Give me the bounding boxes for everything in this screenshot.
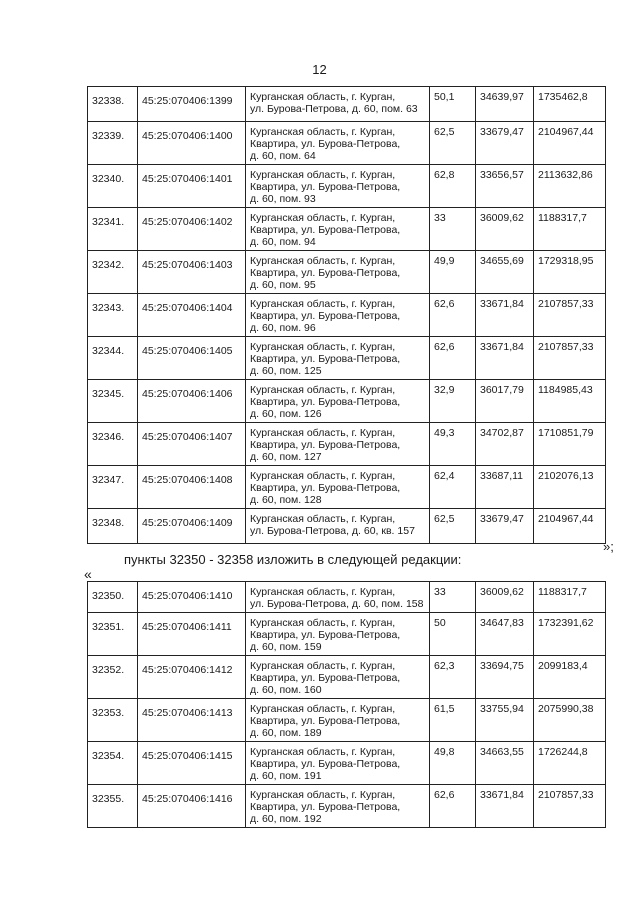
area-cell: 62,8 (430, 165, 476, 208)
address-line: ул. Бурова-Петрова, д. 60, кв. 157 (250, 525, 415, 537)
address-line: д. 60, пом. 96 (250, 322, 316, 334)
cadastral-number-cell: 45:25:070406:1413 (138, 699, 246, 742)
address-line: Курганская область, г. Курган, (250, 212, 396, 224)
unit-value-cell: 34655,69 (476, 251, 534, 294)
address-cell (246, 87, 430, 122)
address-line: Курганская область, г. Курган, (250, 586, 396, 598)
address-line: Квартира, ул. Бурова-Петрова, (250, 353, 401, 365)
address-line: д. 60, пом. 128 (250, 494, 322, 506)
address-line: Квартира, ул. Бурова-Петрова, (250, 758, 401, 770)
address-line: д. 60, пом. 125 (250, 365, 322, 377)
unit-value-cell: 33656,57 (476, 165, 534, 208)
table-row (88, 87, 606, 122)
cadastral-value-cell: 2104967,44 (534, 509, 606, 544)
address-line: Курганская область, г. Курган, (250, 298, 396, 310)
address-line: Квартира, ул. Бурова-Петрова, (250, 439, 401, 451)
address-line: д. 60, пом. 192 (250, 813, 322, 825)
address-cell (246, 337, 430, 380)
address-cell (246, 122, 430, 165)
table-row (88, 208, 606, 251)
row-number-cell: 32343. (88, 294, 138, 337)
unit-value-cell: 33687,11 (476, 466, 534, 509)
cadastral-value-cell: 2107857,33 (534, 294, 606, 337)
cadastral-number-cell: 45:25:070406:1410 (138, 582, 246, 613)
row-number-cell: 32339. (88, 122, 138, 165)
table-row (88, 337, 606, 380)
address-line: д. 60, пом. 160 (250, 684, 322, 696)
cadastral-number-cell: 45:25:070406:1399 (138, 87, 246, 122)
cadastral-number-cell: 45:25:070406:1406 (138, 380, 246, 423)
cadastral-value-cell: 2099183,4 (534, 656, 606, 699)
unit-value-cell: 33679,47 (476, 122, 534, 165)
unit-value-cell: 34647,83 (476, 613, 534, 656)
address-line: Курганская область, г. Курган, (250, 255, 396, 267)
address-line: д. 60, пом. 64 (250, 150, 316, 162)
address-cell (246, 294, 430, 337)
row-number-cell: 32348. (88, 509, 138, 544)
address-cell (246, 582, 430, 613)
cadastral-number-cell: 45:25:070406:1408 (138, 466, 246, 509)
table-row (88, 380, 606, 423)
area-cell: 50,1 (430, 87, 476, 122)
row-number-cell: 32344. (88, 337, 138, 380)
row-number-cell: 32353. (88, 699, 138, 742)
row-number-cell: 32351. (88, 613, 138, 656)
address-line: Квартира, ул. Бурова-Петрова, (250, 267, 401, 279)
address-cell (246, 785, 430, 828)
cadastral-value-cell: 1729318,95 (534, 251, 606, 294)
address-line: ул. Бурова-Петрова, д. 60, пом. 158 (250, 598, 424, 610)
address-line: Курганская область, г. Курган, (250, 341, 396, 353)
cadastral-number-cell: 45:25:070406:1400 (138, 122, 246, 165)
address-line: Квартира, ул. Бурова-Петрова, (250, 138, 401, 150)
cadastral-value-cell: 2107857,33 (534, 337, 606, 380)
cadastral-number-cell: 45:25:070406:1411 (138, 613, 246, 656)
table-row (88, 294, 606, 337)
cadastral-number-cell: 45:25:070406:1416 (138, 785, 246, 828)
closing-quote: »; (603, 539, 614, 554)
table-row (88, 165, 606, 208)
unit-value-cell: 36017,79 (476, 380, 534, 423)
address-line: Курганская область, г. Курган, (250, 513, 396, 525)
table-row (88, 613, 606, 656)
table-row (88, 423, 606, 466)
cadastral-value-cell: 2104967,44 (534, 122, 606, 165)
row-number-cell: 32342. (88, 251, 138, 294)
address-line: Квартира, ул. Бурова-Петрова, (250, 310, 401, 322)
address-line: Курганская область, г. Курган, (250, 126, 396, 138)
opening-quote: « (84, 566, 92, 582)
address-line: Курганская область, г. Курган, (250, 703, 396, 715)
address-cell (246, 613, 430, 656)
area-cell: 62,5 (430, 122, 476, 165)
address-line: д. 60, пом. 94 (250, 236, 316, 248)
row-number-cell: 32340. (88, 165, 138, 208)
cadastral-value-cell: 1188317,7 (534, 208, 606, 251)
address-cell (246, 208, 430, 251)
area-cell: 61,5 (430, 699, 476, 742)
row-number-cell: 32355. (88, 785, 138, 828)
page-number: 12 (312, 62, 327, 77)
address-cell (246, 165, 430, 208)
cadastral-number-cell: 45:25:070406:1415 (138, 742, 246, 785)
address-line: ул. Бурова-Петрова, д. 60, пом. 63 (250, 103, 418, 115)
address-line: Курганская область, г. Курган, (250, 169, 396, 181)
table-row (88, 509, 606, 544)
registry-table-1 (87, 86, 606, 544)
table-row (88, 466, 606, 509)
address-line: Квартира, ул. Бурова-Петрова, (250, 715, 401, 727)
area-cell: 62,3 (430, 656, 476, 699)
address-line: д. 60, пом. 189 (250, 727, 322, 739)
unit-value-cell: 34639,97 (476, 87, 534, 122)
cadastral-number-cell: 45:25:070406:1401 (138, 165, 246, 208)
address-cell (246, 656, 430, 699)
area-cell: 62,6 (430, 294, 476, 337)
unit-value-cell: 33671,84 (476, 785, 534, 828)
area-cell: 62,6 (430, 337, 476, 380)
cadastral-value-cell: 1188317,7 (534, 582, 606, 613)
row-number-cell: 32347. (88, 466, 138, 509)
cadastral-value-cell: 1732391,62 (534, 613, 606, 656)
address-cell (246, 423, 430, 466)
cadastral-value-cell: 1184985,43 (534, 380, 606, 423)
address-line: Курганская область, г. Курган, (250, 746, 396, 758)
address-line: Квартира, ул. Бурова-Петрова, (250, 672, 401, 684)
area-cell: 49,3 (430, 423, 476, 466)
address-line: д. 60, пом. 126 (250, 408, 322, 420)
area-cell: 62,6 (430, 785, 476, 828)
table-row (88, 699, 606, 742)
table-row (88, 251, 606, 294)
address-cell (246, 742, 430, 785)
address-line: д. 60, пом. 93 (250, 193, 316, 205)
cadastral-value-cell: 2102076,13 (534, 466, 606, 509)
table-row (88, 656, 606, 699)
cadastral-value-cell: 2113632,86 (534, 165, 606, 208)
address-line: Квартира, ул. Бурова-Петрова, (250, 801, 401, 813)
row-number-cell: 32352. (88, 656, 138, 699)
unit-value-cell: 36009,62 (476, 208, 534, 251)
area-cell: 32,9 (430, 380, 476, 423)
area-cell: 49,8 (430, 742, 476, 785)
address-line: Курганская область, г. Курган, (250, 91, 396, 103)
row-number-cell: 32341. (88, 208, 138, 251)
table-row (88, 785, 606, 828)
row-number-cell: 32346. (88, 423, 138, 466)
unit-value-cell: 36009,62 (476, 582, 534, 613)
unit-value-cell: 33694,75 (476, 656, 534, 699)
cadastral-number-cell: 45:25:070406:1404 (138, 294, 246, 337)
unit-value-cell: 33679,47 (476, 509, 534, 544)
address-line: Квартира, ул. Бурова-Петрова, (250, 224, 401, 236)
unit-value-cell: 34702,87 (476, 423, 534, 466)
row-number-cell: 32350. (88, 582, 138, 613)
unit-value-cell: 33671,84 (476, 294, 534, 337)
address-line: Курганская область, г. Курган, (250, 660, 396, 672)
area-cell: 33 (430, 208, 476, 251)
address-line: д. 60, пом. 95 (250, 279, 316, 291)
cadastral-value-cell: 2107857,33 (534, 785, 606, 828)
unit-value-cell: 34663,55 (476, 742, 534, 785)
address-line: Квартира, ул. Бурова-Петрова, (250, 482, 401, 494)
cadastral-number-cell: 45:25:070406:1407 (138, 423, 246, 466)
address-line: д. 60, пом. 191 (250, 770, 322, 782)
area-cell: 62,4 (430, 466, 476, 509)
row-number-cell: 32345. (88, 380, 138, 423)
address-line: Курганская область, г. Курган, (250, 789, 396, 801)
cadastral-number-cell: 45:25:070406:1405 (138, 337, 246, 380)
row-number-cell: 32338. (88, 87, 138, 122)
address-cell (246, 380, 430, 423)
cadastral-number-cell: 45:25:070406:1412 (138, 656, 246, 699)
cadastral-value-cell: 2075990,38 (534, 699, 606, 742)
cadastral-number-cell: 45:25:070406:1402 (138, 208, 246, 251)
cadastral-value-cell: 1710851,79 (534, 423, 606, 466)
cadastral-number-cell: 45:25:070406:1409 (138, 509, 246, 544)
address-line: д. 60, пом. 159 (250, 641, 322, 653)
cadastral-number-cell: 45:25:070406:1403 (138, 251, 246, 294)
cadastral-value-cell: 1726244,8 (534, 742, 606, 785)
unit-value-cell: 33755,94 (476, 699, 534, 742)
address-line: Курганская область, г. Курган, (250, 470, 396, 482)
address-line: Квартира, ул. Бурова-Петрова, (250, 629, 401, 641)
address-line: д. 60, пом. 127 (250, 451, 322, 463)
row-number-cell: 32354. (88, 742, 138, 785)
address-line: Курганская область, г. Курган, (250, 617, 396, 629)
address-line: Квартира, ул. Бурова-Петрова, (250, 396, 401, 408)
registry-table-2 (87, 581, 606, 828)
area-cell: 49,9 (430, 251, 476, 294)
address-cell (246, 699, 430, 742)
address-line: Курганская область, г. Курган, (250, 427, 396, 439)
table-row (88, 582, 606, 613)
address-cell (246, 251, 430, 294)
area-cell: 62,5 (430, 509, 476, 544)
address-cell (246, 466, 430, 509)
cadastral-value-cell: 1735462,8 (534, 87, 606, 122)
table-row (88, 122, 606, 165)
table-row (88, 742, 606, 785)
unit-value-cell: 33671,84 (476, 337, 534, 380)
address-cell (246, 509, 430, 544)
address-line: Курганская область, г. Курган, (250, 384, 396, 396)
area-cell: 33 (430, 582, 476, 613)
area-cell: 50 (430, 613, 476, 656)
address-line: Квартира, ул. Бурова-Петрова, (250, 181, 401, 193)
amendment-intro-text: пункты 32350 - 32358 изложить в следующей редакции: (124, 552, 462, 567)
